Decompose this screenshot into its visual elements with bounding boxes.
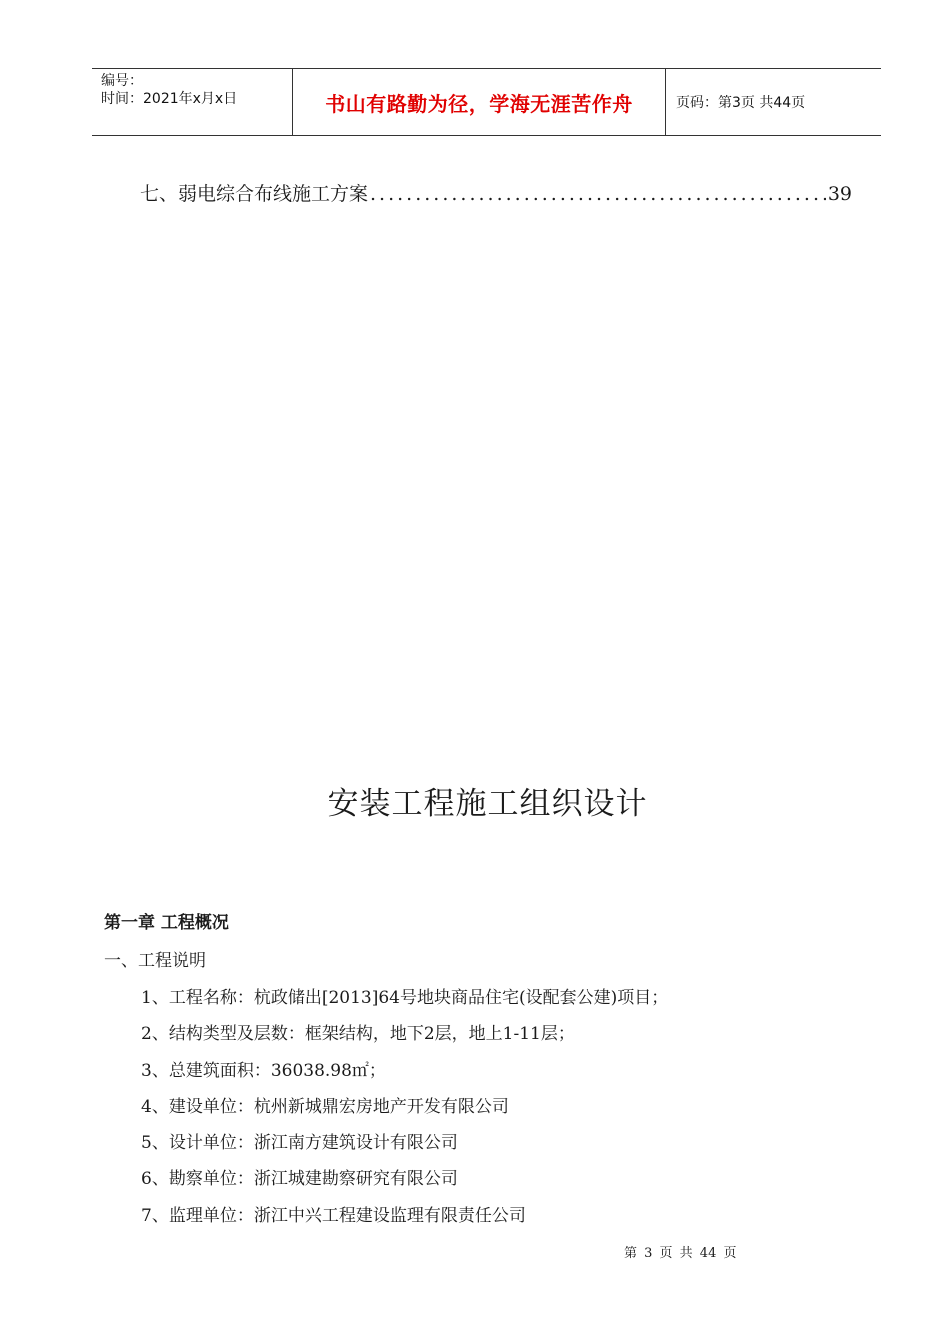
list-item: 2、结构类型及层数：框架结构，地下2层，地上1-11层； (141, 1024, 575, 1044)
header-page-label: 页码：第3页 共44页 (676, 95, 806, 111)
list-item: 6、勘察单位：浙江城建勘察研究有限公司 (141, 1169, 458, 1189)
header-number-label: 编号： (101, 73, 143, 89)
toc-entry[interactable] (140, 180, 852, 208)
header-time-label: 时间：2021年x月x日 (101, 91, 238, 107)
page-header (92, 68, 881, 136)
section-heading: 一、工程说明 (104, 951, 206, 971)
page-footer: 第 3 页 共 44 页 (624, 1246, 737, 1261)
header-page-cell (666, 69, 881, 135)
toc-leader-dots (370, 180, 826, 208)
document-title: 安装工程施工组织设计 (327, 786, 648, 822)
list-item: 1、工程名称：杭政储出[2013]64号地块商品住宅(设配套公建)项目； (141, 988, 669, 1008)
list-item: 3、总建筑面积：36038.98㎡； (141, 1061, 386, 1081)
chapter-heading: 第一章 工程概况 (104, 913, 229, 933)
list-item: 7、监理单位：浙江中兴工程建设监理有限责任公司 (141, 1206, 526, 1226)
toc-entry-page: 39 (827, 183, 852, 205)
header-meta-cell (92, 69, 293, 135)
header-motto: 书山有路勤为径，学海无涯苦作舟 (325, 91, 633, 116)
list-item: 5、设计单位：浙江南方建筑设计有限公司 (141, 1133, 458, 1153)
header-motto-cell (293, 69, 666, 135)
toc-entry-label: 七、弱电综合布线施工方案 (140, 183, 369, 205)
list-item: 4、建设单位：杭州新城鼎宏房地产开发有限公司 (141, 1097, 509, 1117)
